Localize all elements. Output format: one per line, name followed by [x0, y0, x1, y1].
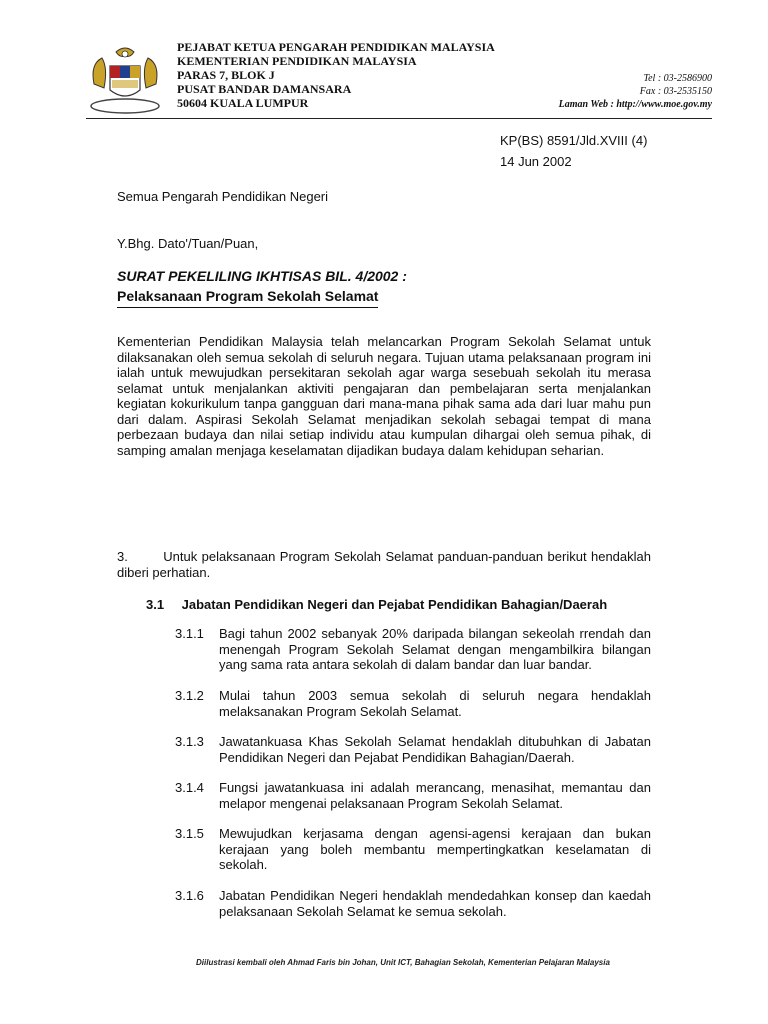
org-line: PUSAT BANDAR DAMANSARA — [177, 82, 352, 96]
paragraph-3: 3. Untuk pelaksanaan Program Sekolah Selamat panduan-panduan berikut hendaklah diberi perhatian. — [117, 549, 651, 580]
org-line: 50604 KUALA LUMPUR — [177, 96, 309, 110]
item-text: Jabatan Pendidikan Negeri hendaklah mendedahkan konsep dan kaedah pelaksanaan Sekolah Selamat ke semua sekolah. — [219, 888, 651, 919]
org-line: PARAS 7, BLOK J — [177, 68, 275, 82]
reference-number: KP(BS) 8591/Jld.XVIII (4) — [500, 133, 648, 148]
fax: Fax : 03-2535150 — [639, 86, 712, 97]
footer-credit: Diilustrasi kembali oleh Ahmad Faris bin Johan, Unit ICT, Bahagian Sekolah, Kementerian Pelajaran Malaysia — [196, 958, 610, 967]
coat-of-arms-icon — [86, 44, 164, 116]
salutation: Y.Bhg. Dato'/Tuan/Puan, — [117, 236, 259, 251]
item-number: 3.1.5 — [175, 826, 204, 841]
item-text: Mulai tahun 2003 semua sekolah di seluruh negara hendaklah melaksanakan Program Sekolah Selamat. — [219, 688, 651, 719]
item-number: 3.1.3 — [175, 734, 204, 749]
item-number: 3.1.4 — [175, 780, 204, 795]
reference-block — [500, 130, 647, 172]
letterhead-divider — [86, 118, 712, 119]
section-title: Jabatan Pendidikan Negeri dan Pejabat Pendidikan Bahagian/Daerah — [181, 597, 608, 612]
organization-address — [177, 40, 495, 110]
circular-title: SURAT PEKELILING IKHTISAS BIL. 4/2002 : — [117, 268, 407, 284]
letterhead — [86, 36, 712, 118]
recipient: Semua Pengarah Pendidikan Negeri — [117, 189, 329, 204]
paragraph-1: Kementerian Pendidikan Malaysia telah melancarkan Program Sekolah Selamat untuk dilaksanakan oleh semua sekolah di seluruh negara. Tujuan utama pelaksanaan program ini ialah untuk mewujudkan persekitaran sekolah agar warga sesebuah sekolah itu merasa selamat untuk menjalankan aktiviti pengajaran dan pembelajaran serta menjalankan kegiatan kokurikulum tanpa gangguan dari mana-mana pihak sama ada dari luar mahu pun dari dalam. Aspirasi Sekolah Selamat menjadikan sekolah sebagai tempat di mana perbezaan budaya dan nilai setiap individu atau kumpulan dihargai oleh semua pihak, di samping amalan menjaga keselamatan dijadikan budaya dalam kehidupan seharian. — [117, 334, 651, 458]
item-text: Jawatankuasa Khas Sekolah Selamat hendaklah ditubuhkan di Jabatan Pendidikan Negeri dan Pejabat Pendidikan Bahagian/Daerah. — [219, 734, 651, 765]
website[interactable]: Laman Web : http://www.moe.gov.my — [558, 99, 712, 110]
item-text: Fungsi jawatankuasa ini adalah merancang, menasihat, memantau dan melapor mengenai pelaksanaan Program Sekolah Selamat. — [219, 780, 651, 811]
section-heading — [146, 597, 607, 612]
letter-date: 14 Jun 2002 — [500, 154, 572, 169]
telephone: Tel : 03-2586900 — [643, 73, 712, 84]
item-text: Bagi tahun 2002 sebanyak 20% daripada bilangan sekeolah rrendah dan menengah Program Sekolah Selamat dengan mengambilkira bilangan yang sama rata antara sekolah di dalam bandar dan luar bandar. — [219, 626, 651, 672]
item-number: 3.1.1 — [175, 626, 204, 641]
contact-info — [559, 72, 712, 111]
org-line: PEJABAT KETUA PENGARAH PENDIDIKAN MALAYSIA — [177, 40, 495, 54]
section-number: 3.1 — [146, 597, 165, 612]
item-number: 3.1.6 — [175, 888, 204, 903]
item-number: 3.1.2 — [175, 688, 204, 703]
org-line: KEMENTERIAN PENDIDIKAN MALAYSIA — [177, 54, 417, 68]
item-text: Mewujudkan kerjasama dengan agensi-agensi kerajaan dan bukan kerajaan yang boleh membantu mempertingkatkan keselamatan di sekolah. — [219, 826, 651, 872]
circular-subject: Pelaksanaan Program Sekolah Selamat — [117, 288, 378, 308]
